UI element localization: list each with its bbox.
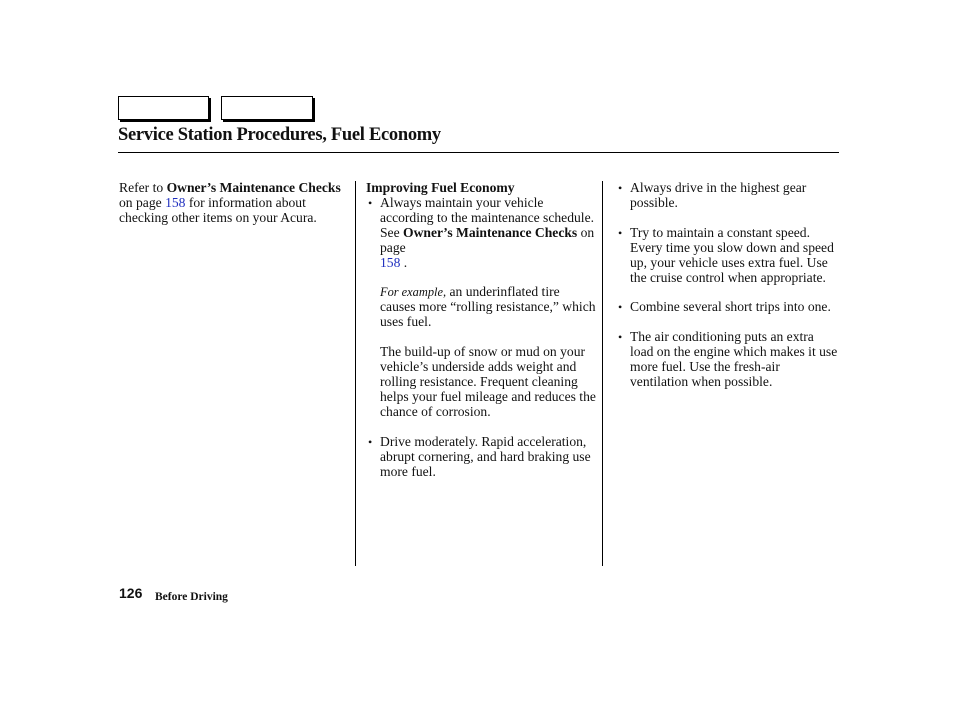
section-heading: Improving Fuel Economy <box>366 180 515 195</box>
nav-tab-box-1[interactable] <box>118 96 209 120</box>
section-name: Before Driving <box>155 591 228 603</box>
column-divider-2 <box>602 181 603 566</box>
list-item <box>616 330 838 390</box>
refer-prefix: Refer to <box>119 180 167 195</box>
bullet-text: Drive moderately. Rapid acceleration, abrupt cornering, and hard braking use more fuel. <box>380 433 591 479</box>
column-divider-1 <box>355 181 356 566</box>
refer-paragraph <box>119 181 349 226</box>
bullet-text: Try to maintain a constant speed. Every time you slow down and speed up, your vehicle uses extra fuel. Use the cruise control when appropriate. <box>630 224 834 285</box>
example-paragraph <box>366 285 596 330</box>
column-right <box>616 181 838 390</box>
page-link-158[interactable]: 158 <box>165 194 186 210</box>
bullet-icon: • <box>618 181 623 195</box>
bullet-text-end: . <box>400 254 408 270</box>
nav-tab-box-2[interactable] <box>221 96 313 120</box>
bullet-bold-ref: Owner’s Maintenance Checks <box>403 224 578 240</box>
page-link-158[interactable]: 158 <box>380 254 401 270</box>
cleaning-paragraph: The build-up of snow or mud on your vehicle’s underside adds weight and rolling resistance. Frequent cleaning helps your fuel mileage and reduces the chance of corrosion. <box>380 344 596 419</box>
list-item <box>616 181 838 211</box>
bullet-icon: • <box>368 195 373 210</box>
bullet-text: Always maintain your vehicle according to the maintenance schedule. See <box>380 194 595 240</box>
refer-suffix: for information about checking other items on your Acura. <box>119 194 317 225</box>
refer-bold-ref: Owner’s Maintenance Checks <box>166 180 341 195</box>
column-middle <box>366 181 596 479</box>
bullet-icon: • <box>618 225 623 240</box>
refer-mid: on page <box>119 194 166 210</box>
bullet-icon: • <box>368 434 373 449</box>
page-title: Service Station Procedures, Fuel Economy <box>118 125 441 145</box>
list-item <box>616 300 838 315</box>
bullet-text: The air conditioning puts an extra load on the engine which makes it use more fuel. Use the fresh-air ventilation when possible. <box>630 329 838 390</box>
example-label: For example, <box>380 285 447 300</box>
bullet-text: Combine several short trips into one. <box>630 299 831 315</box>
bullet-icon: • <box>618 300 623 315</box>
list-item <box>616 226 838 286</box>
bullet-text: Always drive in the highest gear possible. <box>630 180 807 210</box>
list-item <box>366 435 596 480</box>
list-item <box>366 196 596 271</box>
example-text: an underinflated tire causes more “rolling resistance,” which uses fuel. <box>380 284 596 330</box>
bullet-text-mid: on page <box>380 224 595 255</box>
bullet-icon: • <box>618 330 623 345</box>
column-left <box>119 181 349 226</box>
title-divider <box>118 152 839 153</box>
page-number: 126 <box>119 585 143 601</box>
